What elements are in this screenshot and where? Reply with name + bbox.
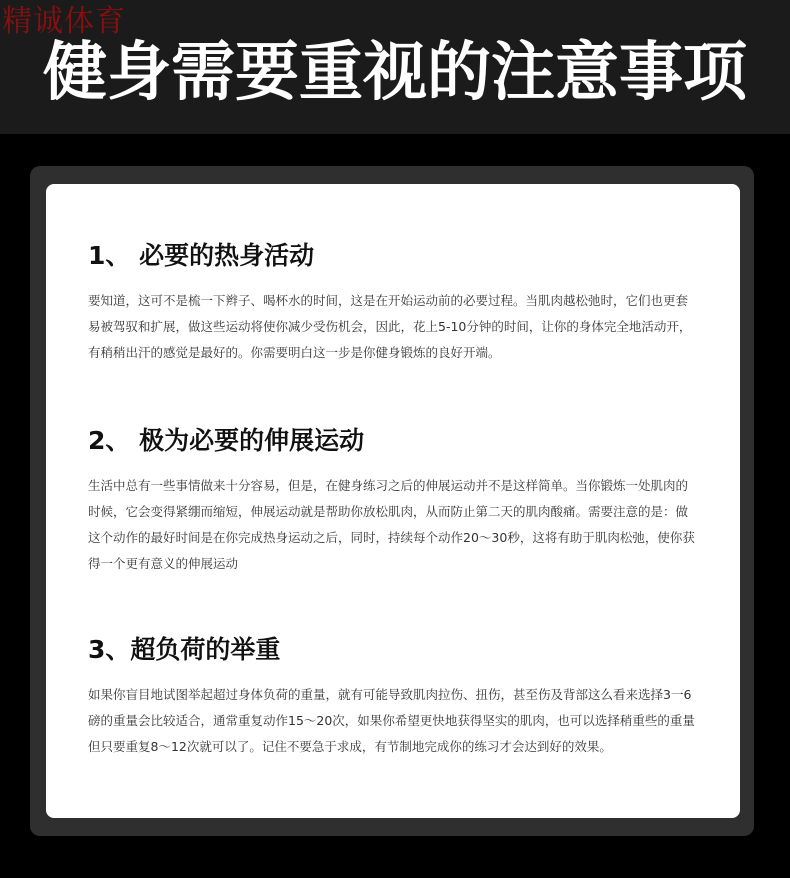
page-title: 健身需要重视的注意事项	[43, 36, 747, 110]
section-body: 如果你盲目地试图举起超过身体负荷的重量，就有可能导致肌肉拉伤、扭伤，甚至伤及背部这么看来选择3一6磅的重量会比较适合，通常重复动作15～20次，如果你希望更快地获得坚实的肌肉，也可以选择稍重些的重量但只要重复8～12次就可以了。记住不要急于求成，有节制地完成你的练习才会达到好的效果。	[88, 687, 695, 754]
section-heading: 2、 极为必要的伸展运动	[88, 426, 365, 455]
section-stretching	[88, 425, 698, 577]
section-weightlifting	[88, 634, 698, 760]
section-body: 生活中总有一些事情做来十分容易，但是，在健身练习之后的伸展运动并不是这样简单。当你锻炼一处肌肉的时候，它会变得紧绷而缩短，伸展运动就是帮助你放松肌肉，从而防止第二天的肌肉酸痛。需要注意的是：做这个动作的最好时间是在你完成热身运动之后，同时，持续每个动作20～30秒，这将有助于肌肉松弛，使你获得一个更有意义的伸展运动	[88, 478, 695, 571]
watermark: 精诚体育	[2, 4, 126, 39]
section-heading: 3、超负荷的举重	[88, 635, 281, 664]
section-body: 要知道，这可不是梳一下辫子、喝杯水的时间，这是在开始运动前的必要过程。当肌肉越松弛时，它们也更套易被驾驭和扩展，做这些运动将使你减少受伤机会，因此，花上5-10分钟的时间，让你的身体完全地活动开，有稍稍出汗的感觉是最好的。你需要明白这一步是你健身锻炼的良好开端。	[88, 293, 692, 360]
header-banner	[0, 0, 790, 134]
section-heading: 1、 必要的热身活动	[88, 241, 315, 270]
section-warmup	[88, 240, 698, 366]
